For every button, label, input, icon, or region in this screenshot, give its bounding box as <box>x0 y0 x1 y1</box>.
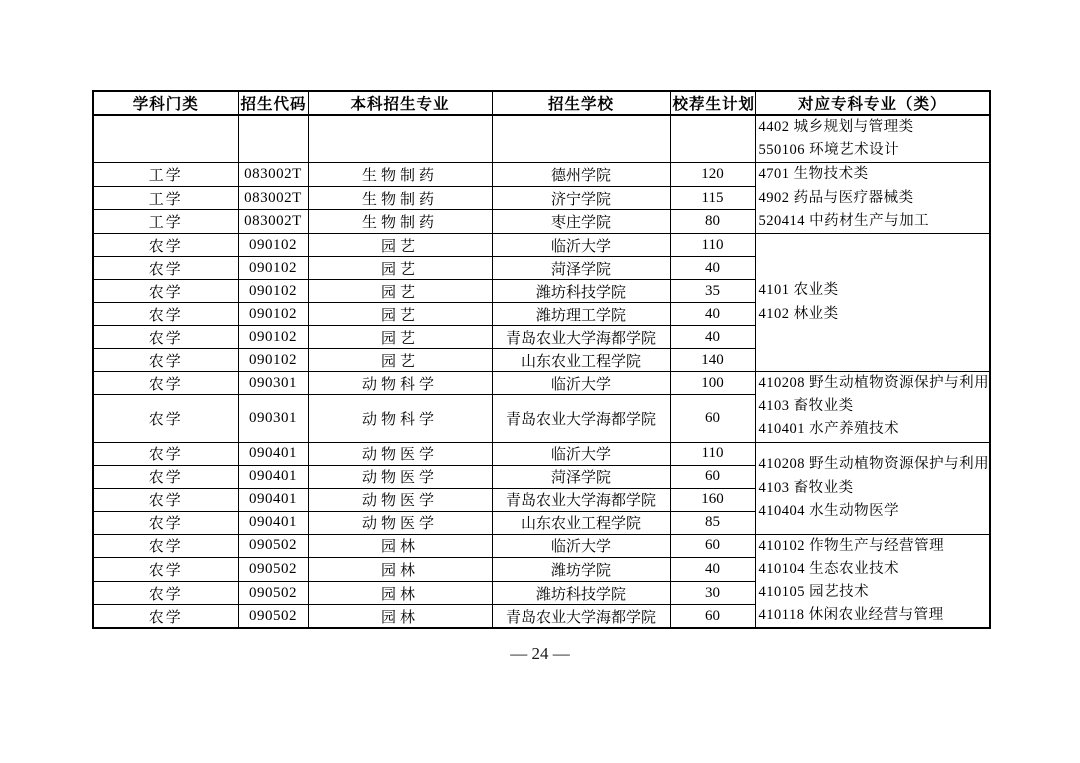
cell-major: 园艺 <box>308 349 492 372</box>
cell-major: 动物医学 <box>308 488 492 511</box>
table-header-row <box>93 91 990 115</box>
cell-category: 农学 <box>93 465 238 488</box>
cell-major: 园艺 <box>308 234 492 257</box>
cell-school: 临沂大学 <box>492 372 670 395</box>
cell-corresponding-majors <box>755 534 990 628</box>
cell-plan: 60 <box>670 605 755 629</box>
cell-code: 090502 <box>238 581 308 605</box>
column-header-corresponding: 对应专科专业（类） <box>755 91 990 115</box>
cell-code: 090502 <box>238 534 308 558</box>
cell-plan: 110 <box>670 442 755 465</box>
cell-category: 工学 <box>93 210 238 234</box>
cell-code: 090301 <box>238 395 308 442</box>
cell-corresponding-majors <box>755 234 990 372</box>
corresponding-major-line: 550106 环境艺术设计 <box>758 142 900 159</box>
cell-school: 临沂大学 <box>492 234 670 257</box>
cell-category: 农学 <box>93 558 238 582</box>
cell-category: 农学 <box>93 326 238 349</box>
cell-plan: 85 <box>670 511 755 534</box>
column-header-school: 招生学校 <box>492 91 670 115</box>
cell-major: 生物制药 <box>308 210 492 234</box>
cell-major: 动物医学 <box>308 465 492 488</box>
cell-plan: 60 <box>670 465 755 488</box>
corresponding-major-line: 410401 水产养殖技术 <box>758 421 900 438</box>
cell-category: 农学 <box>93 280 238 303</box>
cell-category: 农学 <box>93 488 238 511</box>
corresponding-major-line: 410118 休闲农业经营与管理 <box>758 607 944 624</box>
cell-corresponding-majors <box>755 442 990 534</box>
cell-major: 园艺 <box>308 326 492 349</box>
cell-category: 农学 <box>93 303 238 326</box>
cell-school: 青岛农业大学海都学院 <box>492 395 670 442</box>
table-row <box>93 534 990 558</box>
cell-major: 园艺 <box>308 303 492 326</box>
cell-code: 090502 <box>238 605 308 629</box>
table-row <box>93 372 990 395</box>
table-row <box>93 234 990 257</box>
cell-school: 德州学院 <box>492 163 670 187</box>
cell-code: 083002T <box>238 210 308 234</box>
cell-school <box>492 115 670 163</box>
corresponding-major-line: 410102 作物生产与经营管理 <box>758 537 945 554</box>
cell-code <box>238 115 308 163</box>
cell-major: 动物科学 <box>308 395 492 442</box>
cell-category: 农学 <box>93 534 238 558</box>
cell-code: 090102 <box>238 303 308 326</box>
cell-major: 园艺 <box>308 257 492 280</box>
cell-school: 青岛农业大学海都学院 <box>492 605 670 629</box>
cell-plan: 60 <box>670 395 755 442</box>
cell-major: 生物制药 <box>308 163 492 187</box>
cell-corresponding-majors <box>755 115 990 163</box>
corresponding-major-line: 410208 野生动植物资源保护与利用 <box>758 375 990 392</box>
cell-code: 090102 <box>238 349 308 372</box>
cell-school: 潍坊学院 <box>492 558 670 582</box>
cell-code: 090102 <box>238 326 308 349</box>
corresponding-major-line: 410105 园艺技术 <box>758 584 870 601</box>
cell-school: 潍坊科技学院 <box>492 280 670 303</box>
cell-category <box>93 115 238 163</box>
cell-code: 090102 <box>238 234 308 257</box>
cell-major: 园林 <box>308 581 492 605</box>
cell-plan: 40 <box>670 326 755 349</box>
table-row <box>93 163 990 187</box>
cell-category: 农学 <box>93 349 238 372</box>
cell-category: 农学 <box>93 257 238 280</box>
cell-major <box>308 115 492 163</box>
cell-code: 083002T <box>238 163 308 187</box>
corresponding-major-line: 4103 畜牧业类 <box>758 398 854 415</box>
cell-corresponding-majors <box>755 372 990 443</box>
enrollment-table <box>92 90 991 629</box>
corresponding-major-line: 4103 畜牧业类 <box>758 479 854 496</box>
cell-category: 工学 <box>93 163 238 187</box>
corresponding-major-line: 520414 中药材生产与加工 <box>758 212 930 229</box>
cell-school: 临沂大学 <box>492 442 670 465</box>
corresponding-major-line: 4402 城乡规划与管理类 <box>758 119 914 135</box>
column-header-major: 本科招生专业 <box>308 91 492 115</box>
cell-major: 园艺 <box>308 280 492 303</box>
cell-code: 090401 <box>238 465 308 488</box>
cell-code: 090401 <box>238 488 308 511</box>
cell-category: 农学 <box>93 442 238 465</box>
corresponding-major-line: 4102 林业类 <box>758 305 839 322</box>
cell-school: 潍坊理工学院 <box>492 303 670 326</box>
column-header-plan: 校荐生计划 <box>670 91 755 115</box>
cell-plan: 40 <box>670 303 755 326</box>
corresponding-major-line: 4701 生物技术类 <box>758 166 869 183</box>
cell-plan: 110 <box>670 234 755 257</box>
cell-code: 090401 <box>238 442 308 465</box>
cell-code: 090102 <box>238 280 308 303</box>
cell-school: 青岛农业大学海都学院 <box>492 326 670 349</box>
cell-major: 动物医学 <box>308 511 492 534</box>
column-header-category: 学科门类 <box>93 91 238 115</box>
cell-plan: 40 <box>670 558 755 582</box>
cell-code: 090502 <box>238 558 308 582</box>
table-row <box>93 442 990 465</box>
cell-plan <box>670 115 755 163</box>
cell-category: 农学 <box>93 395 238 442</box>
cell-code: 090301 <box>238 372 308 395</box>
cell-school: 潍坊科技学院 <box>492 581 670 605</box>
cell-major: 园林 <box>308 534 492 558</box>
cell-major: 动物科学 <box>308 372 492 395</box>
cell-school: 菏泽学院 <box>492 465 670 488</box>
cell-corresponding-majors <box>755 163 990 234</box>
cell-major: 园林 <box>308 605 492 629</box>
page-number: — 24 — <box>510 644 570 663</box>
cell-code: 083002T <box>238 186 308 210</box>
cell-plan: 35 <box>670 280 755 303</box>
cell-school: 济宁学院 <box>492 186 670 210</box>
cell-category: 农学 <box>93 605 238 629</box>
corresponding-major-line: 410104 生态农业技术 <box>758 560 900 577</box>
cell-plan: 100 <box>670 372 755 395</box>
cell-code: 090102 <box>238 257 308 280</box>
cell-school: 菏泽学院 <box>492 257 670 280</box>
cell-category: 农学 <box>93 581 238 605</box>
cell-category: 农学 <box>93 234 238 257</box>
table-row <box>93 115 990 163</box>
cell-school: 青岛农业大学海都学院 <box>492 488 670 511</box>
cell-category: 农学 <box>93 511 238 534</box>
corresponding-major-line: 410404 水生动物医学 <box>758 502 900 519</box>
cell-category: 农学 <box>93 372 238 395</box>
cell-school: 山东农业工程学院 <box>492 511 670 534</box>
cell-major: 生物制药 <box>308 186 492 210</box>
cell-school: 临沂大学 <box>492 534 670 558</box>
cell-major: 园林 <box>308 558 492 582</box>
cell-plan: 40 <box>670 257 755 280</box>
corresponding-major-line: 410208 野生动植物资源保护与利用 <box>758 456 990 473</box>
cell-plan: 160 <box>670 488 755 511</box>
cell-plan: 115 <box>670 186 755 210</box>
cell-plan: 80 <box>670 210 755 234</box>
cell-category: 工学 <box>93 186 238 210</box>
cell-plan: 140 <box>670 349 755 372</box>
cell-plan: 60 <box>670 534 755 558</box>
cell-school: 山东农业工程学院 <box>492 349 670 372</box>
cell-code: 090401 <box>238 511 308 534</box>
column-header-code: 招生代码 <box>238 91 308 115</box>
cell-plan: 120 <box>670 163 755 187</box>
cell-plan: 30 <box>670 581 755 605</box>
corresponding-major-line: 4902 药品与医疗器械类 <box>758 189 914 206</box>
corresponding-major-line: 4101 农业类 <box>758 282 839 299</box>
cell-school: 枣庄学院 <box>492 210 670 234</box>
cell-major: 动物医学 <box>308 442 492 465</box>
